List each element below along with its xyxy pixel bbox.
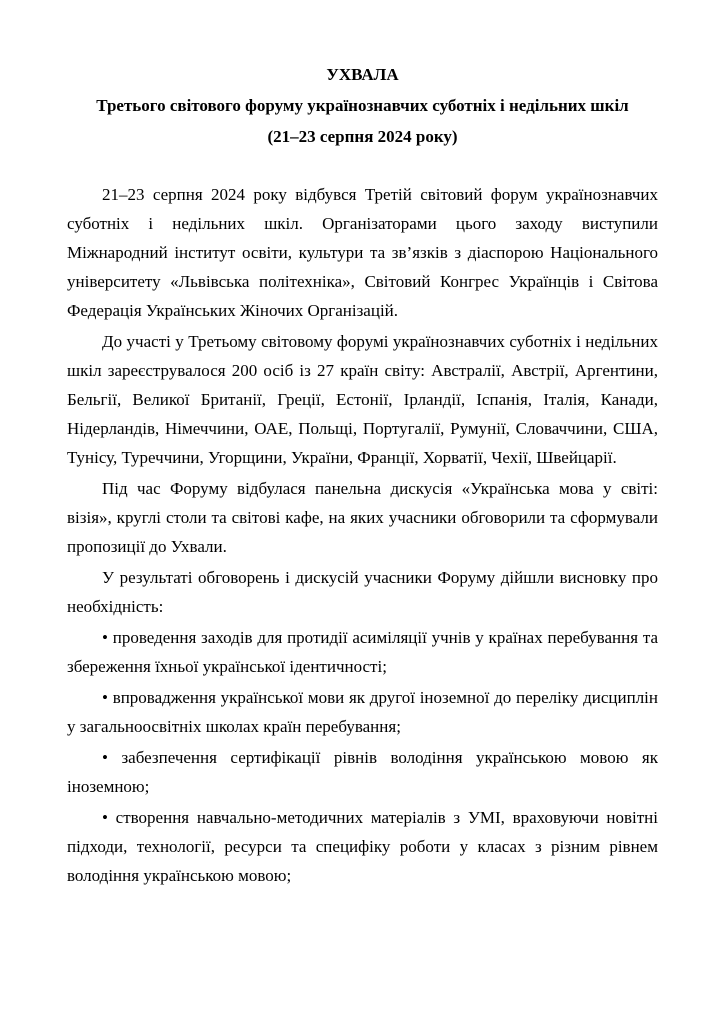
- bullet-item: [67, 623, 658, 681]
- bullet-text: створення навчально-методичних матеріалів з УМІ, враховуючи новітні підходи, технології, ресурси та специфіку роботи у класах з різним рівнем володіння українською мовою;: [67, 808, 658, 885]
- bullet-marker: •: [102, 628, 108, 647]
- document-subtitle: Третього світового форуму українознавчих суботніх і недільних шкіл: [96, 96, 629, 115]
- paragraph: У результаті обговорень і дискусій учасники Форуму дійшли висновку про необхідність:: [67, 568, 658, 616]
- bullet-item: [67, 803, 658, 890]
- document-body: [67, 180, 658, 890]
- paragraph: До участі у Третьому світовому форумі українознавчих суботніх і недільних шкіл зареєструвалося 200 осіб із 27 країн світу: Австралії, Австрії, Аргентини, Бельгії, Великої Британії, Греції, Естонії, Ірландії, Іспанія, Італія, Канади, Нідерландів, Німеччини, ОАЕ, Польщі, Португалії, Румунії, Словаччини, США, Тунісу, Туреччини, Угорщини, України, Франції, Хорватії, Чехії, Швейцарії.: [67, 332, 658, 467]
- document-heading: [67, 59, 658, 152]
- document-date: (21–23 серпня 2024 року): [267, 127, 458, 146]
- bullet-item: [67, 683, 658, 741]
- bullet-text: забезпечення сертифікації рівнів володіння українською мовою як іноземною;: [67, 748, 658, 796]
- bullet-marker: •: [102, 688, 108, 707]
- document-title: УХВАЛА: [326, 65, 399, 84]
- bullet-item: [67, 743, 658, 801]
- bullet-marker: •: [102, 808, 108, 827]
- bullet-text: проведення заходів для протидії асиміляції учнів у країнах перебування та збереження їхньої української ідентичності;: [67, 628, 658, 676]
- bullet-marker: •: [102, 748, 108, 767]
- paragraph: Під час Форуму відбулася панельна дискусія «Українська мова у світі: візія», круглі столи та світові кафе, на яких учасники обговорили та сформували пропозиції до Ухвали.: [67, 479, 658, 556]
- paragraph: 21–23 серпня 2024 року відбувся Третій світовий форум українознавчих суботніх і недільних шкіл. Організаторами цього заходу виступили Міжнародний інститут освіти, культури та зв’язків з діаспорою Національного університету «Львівська політехніка», Світовий Конгрес Українців і Світова Федерація Українських Жіночих Організацій.: [67, 185, 658, 320]
- bullet-text: впровадження української мови як другої іноземної до переліку дисциплін у загальноосвітніх школах країн перебування;: [67, 688, 658, 736]
